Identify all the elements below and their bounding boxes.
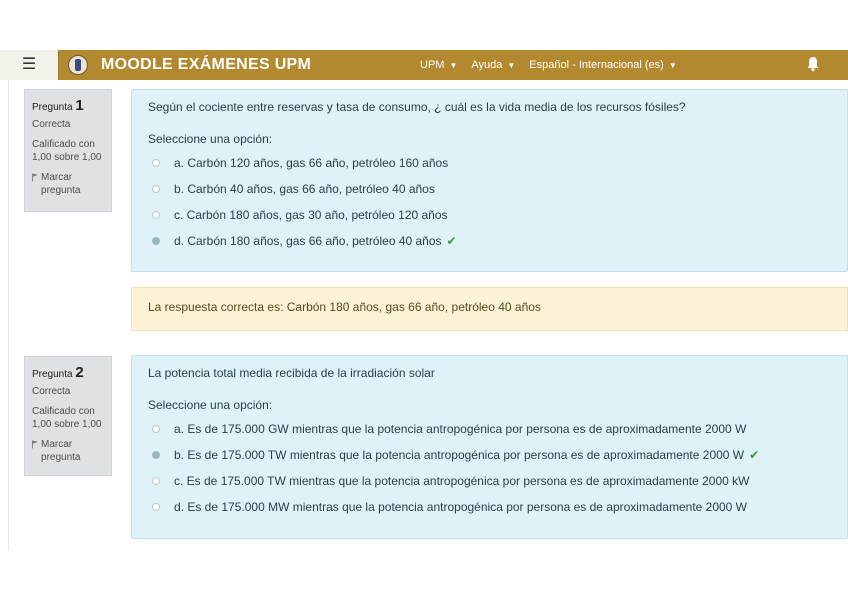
radio-button[interactable] [152, 159, 160, 167]
hamburger-icon: ☰ [21, 56, 37, 73]
caret-down-icon: ▼ [668, 61, 677, 70]
answer-option[interactable] [148, 150, 831, 176]
question-number-value: 2 [75, 364, 84, 381]
flag-label: Marcar pregunta [41, 438, 81, 464]
radio-button[interactable] [152, 211, 160, 219]
menu-toggle-button[interactable] [0, 50, 59, 80]
flag-label: Marcar pregunta [41, 171, 81, 197]
question-info-2 [24, 356, 112, 476]
nav-item-upm[interactable] [420, 59, 457, 71]
option-label: b. Carbón 40 años, gas 66 año, petróleo 40 años [174, 182, 435, 196]
option-label: d. Carbón 180 años, gas 66 año, petróleo 40 años [174, 234, 442, 248]
question-state: Correcta [32, 386, 71, 398]
question-number [32, 96, 104, 116]
site-brand[interactable]: MOODLE EXÁMENES UPM [101, 56, 312, 73]
answer-option[interactable] [148, 494, 831, 520]
option-label: d. Es de 175.000 MW mientras que la potencia antropogénica por persona es de aproximadamente 2000 W [174, 500, 748, 514]
question-info-1 [24, 89, 112, 212]
question-number-value: 1 [75, 97, 84, 114]
option-label: c. Carbón 180 años, gas 30 año, petróleo 120 años [174, 208, 448, 222]
question-state: Correcta [32, 119, 71, 131]
question-grade: Calificado con 1,00 sobre 1,00 [32, 138, 102, 164]
answer-option[interactable] [148, 468, 831, 494]
answer-prompt: Seleccione una opción: [148, 132, 273, 146]
flag-icon [32, 173, 38, 182]
nav-item-language[interactable] [529, 59, 676, 71]
question-number [32, 363, 104, 383]
check-icon: ✔ [446, 234, 457, 248]
answer-option[interactable] [148, 416, 831, 442]
question-label: Pregunta [32, 369, 73, 380]
flag-question-link[interactable] [32, 438, 104, 465]
nav-item-label: UPM [420, 59, 445, 71]
flag-icon [32, 440, 38, 449]
question-text: La potencia total media recibida de la irradiación solar [148, 366, 435, 380]
radio-button[interactable] [152, 425, 160, 433]
top-navbar [0, 50, 848, 80]
answer-option-selected[interactable] [148, 442, 831, 468]
radio-button-checked[interactable] [152, 451, 160, 459]
question-text: Según el cociente entre reservas y tasa de consumo, ¿ cuál es la vida media de los recursos fósiles? [148, 100, 686, 114]
option-label: c. Es de 175.000 TW mientras que la potencia antropogénica por persona es de aproximadamente 2000 kW [174, 474, 750, 488]
university-logo[interactable] [68, 55, 88, 75]
nav-item-help[interactable] [471, 59, 515, 71]
page-left-rule [8, 50, 9, 550]
radio-button[interactable] [152, 185, 160, 193]
answer-option-selected[interactable] [148, 228, 831, 254]
answer-option[interactable] [148, 176, 831, 202]
question-content-2 [131, 355, 848, 539]
answer-option[interactable] [148, 202, 831, 228]
option-label: a. Carbón 120 años, gas 66 año, petróleo 160 años [174, 156, 449, 170]
nav-item-label: Español - Internacional (es) [529, 59, 664, 71]
question-label: Pregunta [32, 102, 73, 113]
radio-button[interactable] [152, 477, 160, 485]
nav-menu [420, 59, 677, 71]
flag-question-link[interactable] [32, 171, 104, 198]
option-label: b. Es de 175.000 TW mientras que la potencia antropogénica por persona es de aproximadamente 2000 W [174, 448, 745, 462]
bell-icon[interactable] [806, 56, 820, 72]
nav-item-label: Ayuda [471, 59, 503, 71]
question-grade: Calificado con 1,00 sobre 1,00 [32, 405, 102, 431]
caret-down-icon: ▼ [507, 61, 516, 70]
radio-button-checked[interactable] [152, 237, 160, 245]
radio-button[interactable] [152, 503, 160, 511]
option-label: a. Es de 175.000 GW mientras que la potencia antropogénica por persona es de aproximadamente 2000 W [174, 422, 747, 436]
check-icon: ✔ [749, 448, 760, 462]
question-content-1 [131, 89, 848, 272]
caret-down-icon: ▼ [449, 61, 458, 70]
correct-answer-feedback: La respuesta correcta es: Carbón 180 años, gas 66 año, petróleo 40 años [131, 287, 848, 331]
answer-prompt: Seleccione una opción: [148, 398, 273, 412]
